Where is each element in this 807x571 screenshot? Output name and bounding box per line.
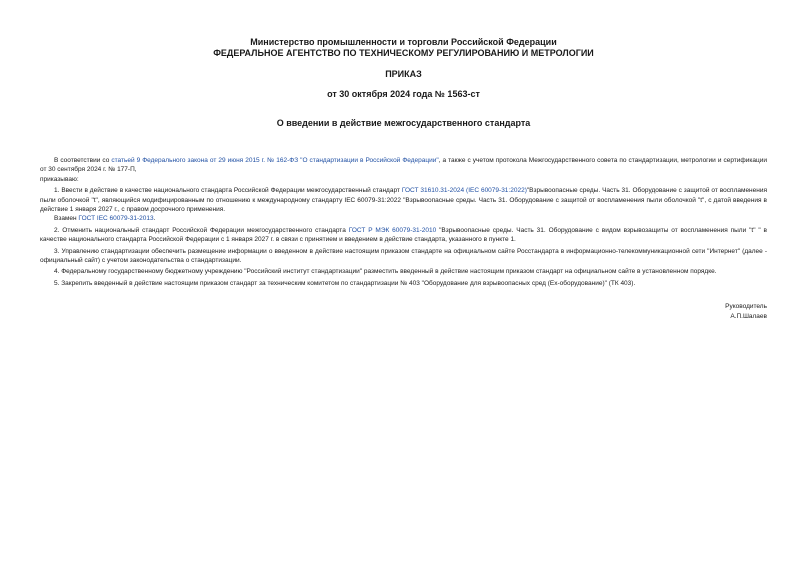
replacement-suffix: . [153, 215, 156, 223]
federal-law-link[interactable]: статьей 9 Федерального закона от 29 июня 2015 г. № 162-ФЗ "О стандартизации в Российской Федерации" [111, 157, 439, 164]
document-body [40, 156, 767, 288]
item-5-paragraph: 5. Закрепить введенный в действие настоящим приказом стандарт за техническим комитетом по стандартизации № 403 "Оборудование для взрывоопасных сред (Ex-оборудование)" (ТК 403). [54, 279, 636, 287]
document-title: О введении в действие межгосударственного стандарта [276, 118, 531, 128]
replacement-paragraph [40, 214, 767, 223]
signature-block [725, 302, 767, 322]
gost-31610-link[interactable]: ГОСТ 31610.31-2024 (IEC 60079-31:2022) [401, 187, 527, 195]
item-1-text-start: 1. Ввести в действие в качестве национального стандарта Российской Федерации межгосударственный стандарт [54, 187, 402, 195]
order-word: приказываю: [40, 175, 79, 183]
item-2-text-start: 2. Отменить национальный стандарт Российской Федерации межгосударственного стандарта [54, 226, 349, 234]
replacement-prefix: Взамен [54, 215, 79, 223]
item-3-paragraph: 3. Управлению стандартизации обеспечить размещение информации о введенном в действие настоящим приказом стандарте на официальном сайте Росстандарта в информационно-телекоммуникационной сети "Интернет" (далее - официальный сайт) с учетом законодательства о стандартизации. [40, 247, 767, 265]
gost-r-mek-link[interactable]: ГОСТ Р МЭК 60079-31-2010 [348, 226, 437, 234]
signer-name: А.П.Шалаев [730, 313, 767, 320]
intro-text-start: В соответствии со [54, 157, 112, 164]
document-date-number: от 30 октября 2024 года № 1563-ст [327, 89, 480, 99]
intro-paragraph [40, 156, 767, 175]
signer-role: Руководитель [725, 303, 767, 310]
item-1-paragraph [40, 186, 767, 214]
item-4-paragraph: 4. Федеральному государственному бюджетному учреждению "Российский институт стандартизации" разместить введенный в действие настоящим приказом стандарт на официальном сайте в установленном порядке. [54, 268, 717, 276]
item-2-paragraph [40, 226, 767, 245]
ministry-name: Министерство промышленности и торговли Российской Федерации [250, 37, 557, 47]
gost-iec-60079-link[interactable]: ГОСТ IEC 60079-31-2013 [78, 215, 154, 223]
intro-text-end: , а также с учетом протокола Межгосударственного совета по стандартизации, метрологии и сертификации от 30 сентября 2024 г. № 177-П, [40, 157, 767, 174]
document-type: ПРИКАЗ [385, 69, 422, 79]
item-1-text-end: "Взрывоопасные среды. Часть 31. Оборудование с защитой от воспламенения пыли оболочкой "t", являющийся модифицированным по отношению к международному стандарту IEC 60079-31:2022 "Взрывоопасные среды. Часть 31. Оборудование с защитой от воспламенения пыли оболочкой "t", с датой введения в действие 1 января 2027 г., с правом досрочного применения. [40, 187, 767, 214]
agency-name: ФЕДЕРАЛЬНОЕ АГЕНТСТВО ПО ТЕХНИЧЕСКОМУ РЕГУЛИРОВАНИЮ И МЕТРОЛОГИИ [213, 48, 594, 58]
item-2-text-end: "Взрывоопасные среды. Часть 31. Оборудование с видом взрывозащиты от воспламенения пыли "t" " в качестве национального стандарта Российской Федерации с 1 января 2027 г. в связи с принятием и введением в действие стандарта, указанного в пункте 1. [40, 226, 767, 244]
